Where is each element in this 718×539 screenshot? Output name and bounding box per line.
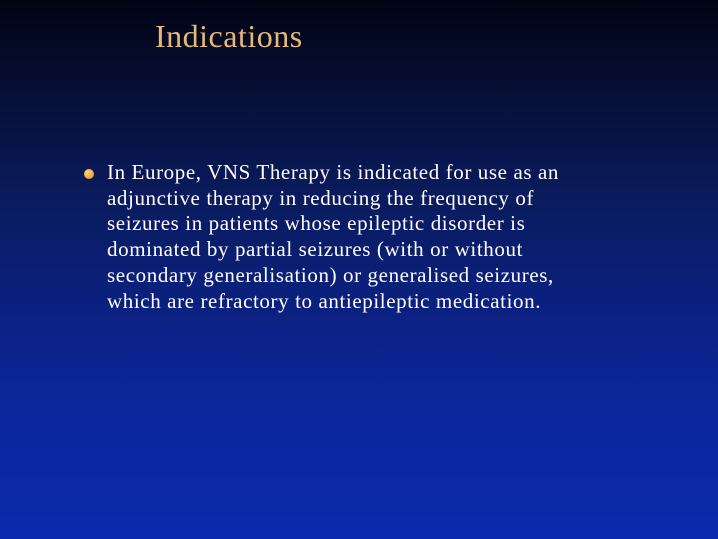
bullet-text: In Europe, VNS Therapy is indicated for use as an adjunctive therapy in reducing the frequency of seizures in patients whose epileptic disorder is dominated by partial seizures (with or without secondary generalisation) or generalised seizures, which are refractory to antiepileptic medication. <box>107 160 560 313</box>
bullet-item <box>84 160 604 314</box>
slide-title: Indications <box>155 18 303 54</box>
bullet-list <box>84 160 604 314</box>
bullet-dot-icon <box>84 169 94 179</box>
